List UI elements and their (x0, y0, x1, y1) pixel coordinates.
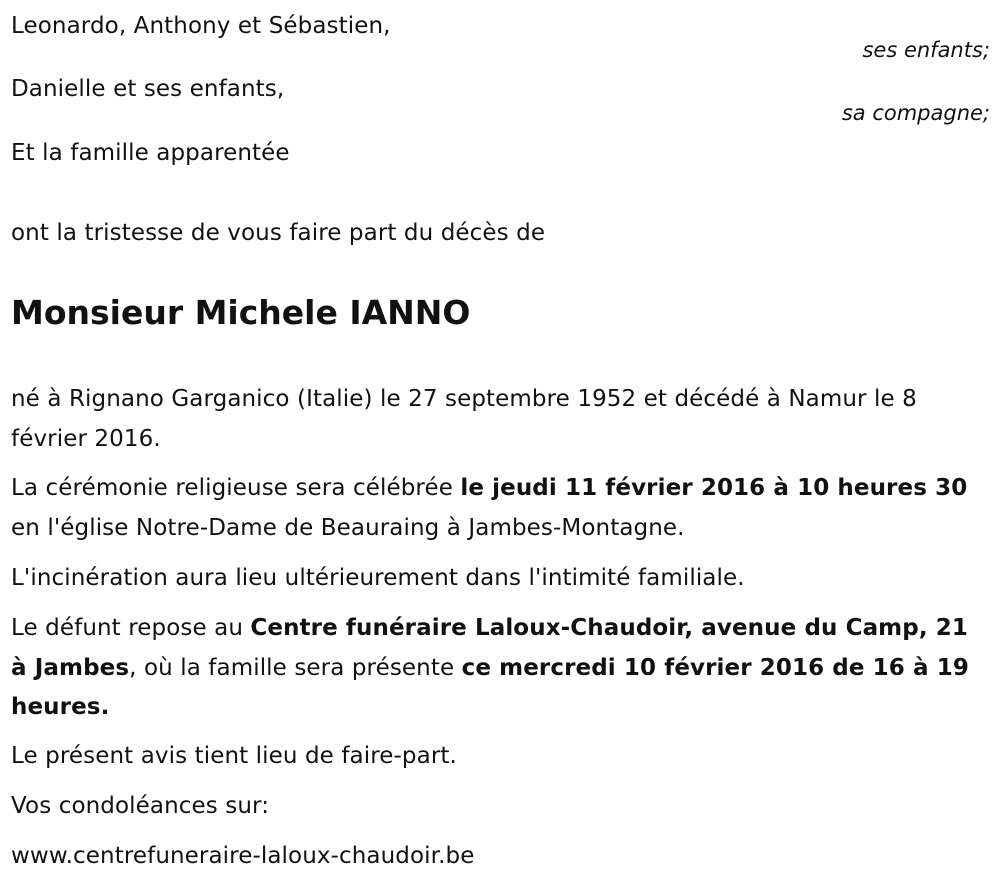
cremation-paragraph: L'incinération aura lieu ultérieurement dans l'intimité familiale. (11, 565, 745, 591)
partner-role: sa compagne; (841, 101, 990, 125)
children-role: ses enfants; (862, 38, 990, 62)
ceremony-suffix: en l'église Notre-Dame de Beauraing à Jambes-Montagne. (11, 514, 685, 541)
ceremony-prefix: La cérémonie religieuse sera célébrée (11, 475, 461, 501)
website-link[interactable]: www.centrefuneraire-laloux-chaudoir.be (11, 843, 475, 869)
notice-paragraph: Le présent avis tient lieu de faire-part. (11, 743, 457, 769)
family-line: Et la famille apparentée (11, 140, 290, 166)
children-names: Leonardo, Anthony et Sébastien, (11, 13, 391, 39)
deceased-name: Monsieur Michele IANNO (11, 293, 471, 332)
rest-visit: ce mercredi 10 février 2016 de 16 à 19 heures. (11, 654, 969, 720)
condolences-label: Vos condoléances sur: (11, 793, 270, 819)
ceremony-datetime: le jeudi 11 février 2016 à 10 heures 30 (460, 475, 968, 501)
announcement-line: ont la tristesse de vous faire part du décès de (11, 220, 546, 246)
rest-paragraph (11, 609, 991, 728)
birth-death-paragraph: né à Rignano Garganico (Italie) le 27 septembre 1952 et décédé à Namur le 8 février 2016. (11, 386, 917, 452)
ceremony-paragraph (11, 469, 991, 548)
rest-location: Centre funéraire Laloux-Chaudoir, avenue du Camp, 21 à Jambes (11, 615, 968, 681)
rest-prefix: Le défunt repose au (11, 615, 251, 641)
partner-names: Danielle et ses enfants, (11, 76, 285, 102)
rest-middle: , où la famille sera présente (129, 654, 462, 681)
